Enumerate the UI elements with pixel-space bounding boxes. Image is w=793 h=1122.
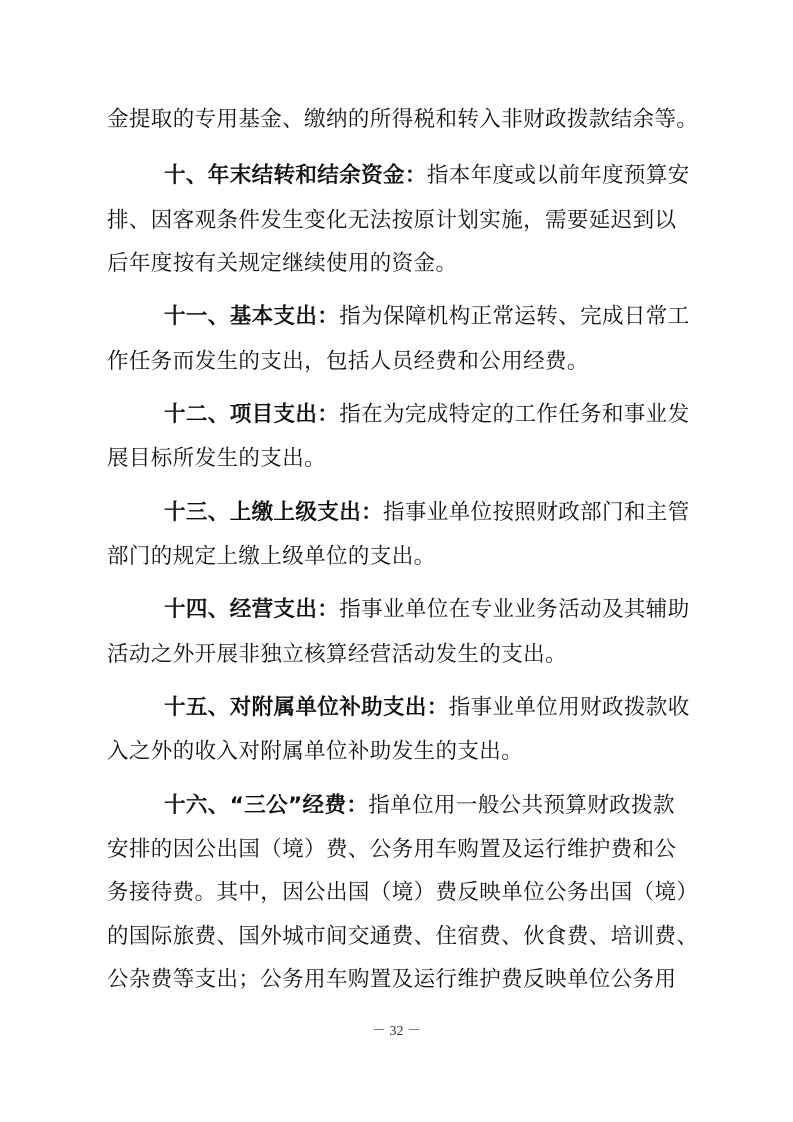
section-heading-line [164,297,690,337]
section-heading: 十三、上缴上级支出： [164,500,384,525]
line-text: 入之外的收入对附属单位补助发生的支出。 [107,739,524,764]
line-text: 指为保障机构正常运转、完成日常工 [339,304,690,329]
line-text: 务接待费。其中，因公出国（境）费反映单位公务出国（境） [107,880,699,905]
paragraph-line [107,917,699,957]
paragraph-line [107,537,687,577]
paragraph-line [107,201,687,241]
paragraph-line [107,100,699,140]
paragraph-line [107,439,687,479]
line-text: 展目标所发生的支出。 [107,446,327,471]
section-heading-line [164,590,690,630]
line-text: 后年度按有关规定继续使用的资金。 [107,251,458,276]
line-text: 指单位用一般公共预算财政拨款 [368,793,675,818]
line-text: 金提取的专用基金、缴纳的所得税和转入非财政拨款结余等。 [107,107,699,132]
line-text: 的国际旅费、国外城市间交通费、住宿费、伙食费、培训费、 [107,924,699,949]
line-text: 指事业单位用财政拨款收 [448,695,690,720]
line-text: 作任务而发生的支出，包括人员经费和公用经费。 [107,349,589,374]
section-heading-line [164,688,690,728]
section-heading: 十六、“三公”经费： [164,793,369,818]
paragraph-line [107,732,687,772]
paragraph-line [107,830,687,870]
paragraph-line [107,873,699,913]
line-text: 指事业单位按照财政部门和主管 [383,500,690,525]
line-text: 排、因客观条件发生变化无法按原计划实施，需要延迟到以 [107,208,677,233]
section-heading: 十五、对附属单位补助支出： [164,695,449,720]
section-heading: 十二、项目支出： [164,402,340,427]
section-heading-line [164,493,690,533]
line-text: 指事业单位在专业业务活动及其辅助 [339,597,690,622]
section-heading: 十一、基本支出： [164,304,340,329]
line-text: 公杂费等支出；公务用车购置及运行维护费反映单位公务用 [107,967,677,992]
section-heading-line [164,395,690,435]
line-text: 指在为完成特定的工作任务和事业发 [339,402,690,427]
section-heading-line [164,786,687,826]
line-text: 部门的规定上缴上级单位的支出。 [107,544,436,569]
page-number: － 32 － [372,1024,421,1039]
paragraph-line [107,342,687,382]
paragraph-line [107,244,687,284]
section-heading-line [164,156,690,196]
section-heading: 十、年末结转和结余资金： [164,163,427,188]
paragraph-line [107,635,687,675]
paragraph-line [107,960,687,1000]
line-text: 安排的因公出国（境）费、公务用车购置及运行维护费和公 [107,837,677,862]
line-text: 指本年度或以前年度预算安 [426,163,690,188]
line-text: 活动之外开展非独立核算经营活动发生的支出。 [107,642,567,667]
section-heading: 十四、经营支出： [164,597,340,622]
